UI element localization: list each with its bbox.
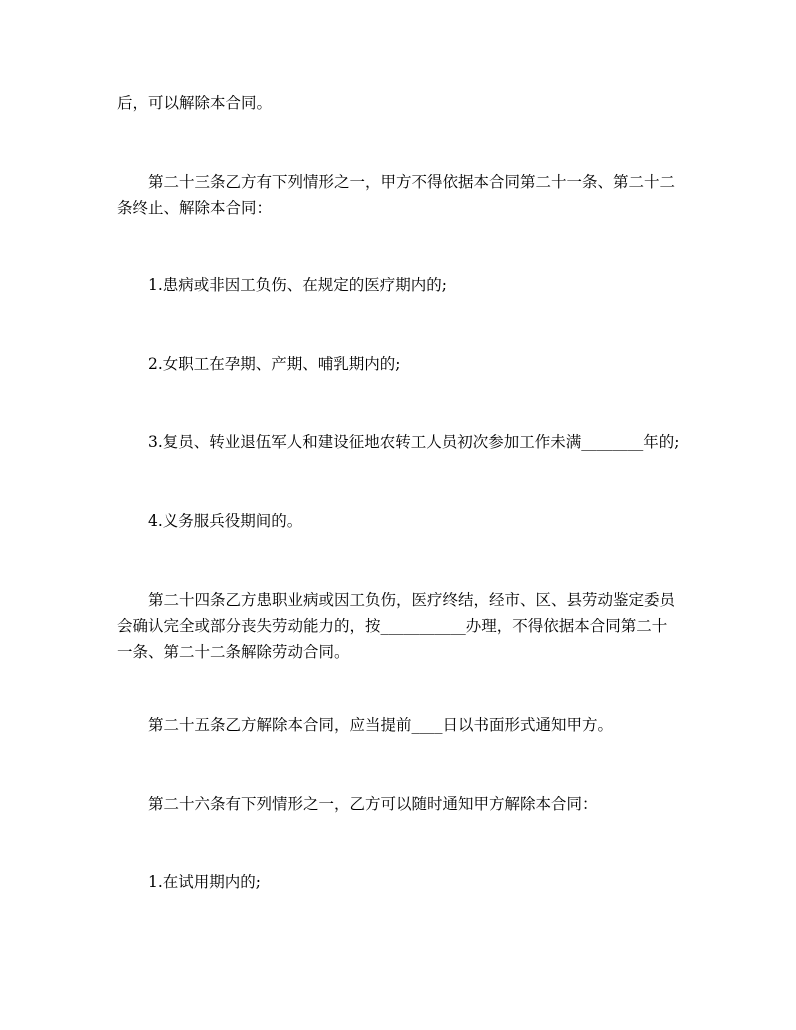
paragraph-line: 第二十四条乙方患职业病或因工负伤，医疗终结，经市、区、县劳动鉴定委员	[148, 591, 676, 609]
paragraph-line: 后，可以解除本合同。	[117, 94, 273, 112]
paragraph-article-25	[117, 712, 689, 738]
list-item-1	[117, 272, 689, 298]
list-item-4	[117, 508, 689, 534]
list-item-2	[117, 351, 689, 377]
paragraph-line: 条终止、解除本合同：	[117, 199, 273, 217]
paragraph-line: 1.患病或非因工负伤、在规定的医疗期内的;	[148, 276, 448, 294]
paragraph-article-26	[117, 791, 689, 817]
paragraph-article-24	[117, 587, 689, 665]
paragraph-line: 一条、第二十二条解除劳动合同。	[117, 643, 350, 661]
paragraph-line: 会确认完全或部分丧失劳动能力的，按___________办理，不得依据本合同第二十	[117, 617, 668, 635]
paragraph-line: 第二十五条乙方解除本合同，应当提前____日以书面形式通知甲方。	[148, 716, 614, 734]
paragraph-continuation	[117, 90, 689, 116]
paragraph-line: 2.女职工在孕期、产期、哺乳期内的;	[148, 355, 401, 373]
paragraph-line: 第二十三条乙方有下列情形之一，甲方不得依据本合同第二十一条、第二十二	[148, 173, 676, 191]
paragraph-line: 1.在试用期内的;	[148, 873, 262, 891]
paragraph-line: 第二十六条有下列情形之一，乙方可以随时通知甲方解除本合同：	[148, 795, 598, 813]
list-item-probation	[117, 869, 689, 895]
list-item-3	[117, 429, 689, 455]
paragraph-article-23	[117, 169, 689, 221]
paragraph-line: 3.复员、转业退伍军人和建设征地农转工人员初次参加工作未满________年的;	[148, 433, 680, 451]
paragraph-line: 4.义务服兵役期间的。	[148, 512, 303, 530]
